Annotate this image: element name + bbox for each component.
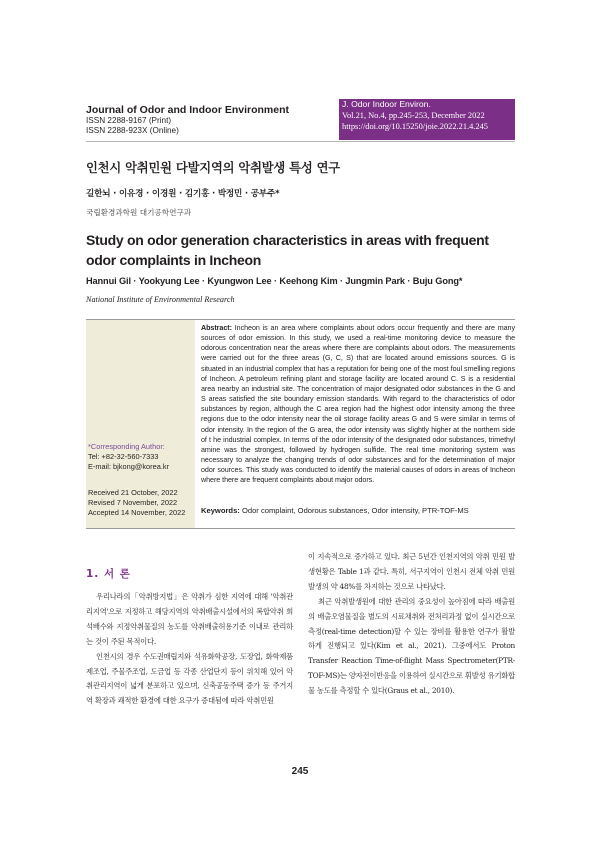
page-number: 245: [291, 766, 309, 777]
keywords: [201, 506, 515, 515]
keywords-label: Keywords:: [201, 506, 240, 515]
korean-affiliation: 국립환경과학원 대기공학연구과: [86, 208, 192, 217]
abstract-label: Abstract:: [201, 324, 232, 332]
english-affiliation: National Institute of Environmental Research: [86, 295, 235, 304]
citation-volume: Vol.21, No.4, pp.245-253, December 2022: [342, 111, 485, 120]
body-column-right: [308, 550, 515, 699]
english-authors: Hannui Gil · Yookyung Lee · Kyungwon Lee · Keehong Kim · Jungmin Park · Buju Gong*: [86, 276, 463, 286]
korean-title: 인천시 악취민원 다발지역의 악취발생 특성 연구: [86, 161, 340, 175]
corresponding-author-label: *Corresponding Author:: [88, 442, 165, 451]
body-column-left: [86, 590, 293, 709]
citation-doi-link[interactable]: https://doi.org/10.15250/joie.2022.21.4.245: [342, 122, 488, 131]
paragraph: 이 지속적으로 증가하고 있다. 최근 5년간 인천지역의 악취 민원 발생현황은 Table 1과 같다. 특히, 서구지역이 인천시 전체 악취 민원 발생의 약 48%를 차지하는 것으로 나타났다.: [308, 552, 515, 591]
journal-info: [86, 104, 341, 136]
paragraph: 최근 악취발생원에 대한 관리의 중요성이 높아짐에 따라 배출원의 배출오염물질을 별도의 시료채취와 전처리과정 없이 실시간으로 측정(real-time detection)할 수 있는 장비를 활용한 연구가 활발하게 진행되고 있다(Kim et al., 2021). 그중에서도 Proton Transfer Reaction Time-of-flight Mass Spectrometer(PTR-TOF-MS)는 양자전이반응을 이용하여 실시간으로 휘발성 유기화합물 농도를 측정할 수 있다(Graus et al., 2010).: [308, 596, 515, 696]
korean-authors: 길한뇌 · 이유경 · 이경원 · 김기홍 · 박정민 · 공부주*: [86, 189, 280, 199]
section-heading-introduction: 1. 서 론: [86, 568, 131, 580]
abstract-bottom-rule: [86, 528, 515, 529]
citation-box: [339, 99, 515, 140]
header-divider: [86, 141, 515, 142]
accepted-date: Accepted 14 November, 2022: [88, 508, 186, 517]
citation-journal-abbr: J. Odor Indoor Environ.: [342, 99, 431, 109]
received-date: Received 21 October, 2022: [88, 488, 178, 497]
paragraph: 우리나라의「악취방지법」은 악취가 심한 지역에 대해 '악취관리지역'으로 지정하고 해당지역의 악취배출시설에서의 복합악취 희석배수와 지정악취물질의 농도를 악취배출허용기준 이내로 관리하는 것이 주된 목적이다.: [86, 592, 293, 646]
revised-date: Revised 7 November, 2022: [88, 498, 178, 507]
keywords-text: Odor complaint, Odorous substances, Odor intensity, PTR-TOF-MS: [241, 506, 469, 515]
english-title: Study on odor generation characteristics in areas with frequent odor complaints in Incheon: [86, 232, 489, 268]
abstract-text: Incheon is an area where complaints about odors occur frequently and there are many sources of odor emission. In this study, we used a real-time monitoring device to measure the odorous concentration near the areas where there are complaints about odors. The measurements were carried out for the three areas (G, C, S) that are located around emissions sources. G is situated in an industrial complex that has a reputation for being one of the most foul smelling regions of Incheon. A petroleum refining plant and storage facility are located around C. S is a residential area nearby an industrial site. The concentration of major designated odor substances in the G and S areas satisfied the site boundary emission standards. With regard to the characteristics of odor substances by region, although the C area region had the highest odor intensity among the three regions due to the odor intensity near the oil storage facility areas G and S were similar in terms of odor intensity. In the region of the G area, the odor intensity was slightly higher at the northern side of t he industrial complex. In terms of the odor intensity of the designated odor substances, trimethyl amine was the strongest, followed by hydrogen sulfide. The real time monitoring system was necessary to analyze the changing trends of odor substances and for the determination of major odor sources. This study was conducted to identify the material causes of odors in areas of Incheon where there are frequent complaints about major odors.: [201, 324, 516, 485]
paragraph: 인천시의 경우 수도권매립지와 석유화학공장, 도장업, 화학제품제조업, 주물주조업, 도금업 등 각종 산업단지 등이 위치해 있어 악취관리지역이 넓게 분포하고 있으며, 신축공동주택 증가 등 주거지역 확장과 쾌적한 환경에 대한 요구가 증대됨에 따라 악취민원: [86, 651, 293, 706]
corresponding-tel: Tel: +82-32-560-7333: [88, 452, 159, 461]
abstract: [201, 323, 515, 486]
corresponding-email[interactable]: E-mail: bjkong@korea.kr: [88, 462, 170, 471]
issn-online: ISSN 2288-923X (Online): [86, 126, 179, 135]
journal-name: Journal of Odor and Indoor Environment: [86, 104, 290, 116]
issn-print: ISSN 2288-9167 (Print): [86, 116, 172, 125]
